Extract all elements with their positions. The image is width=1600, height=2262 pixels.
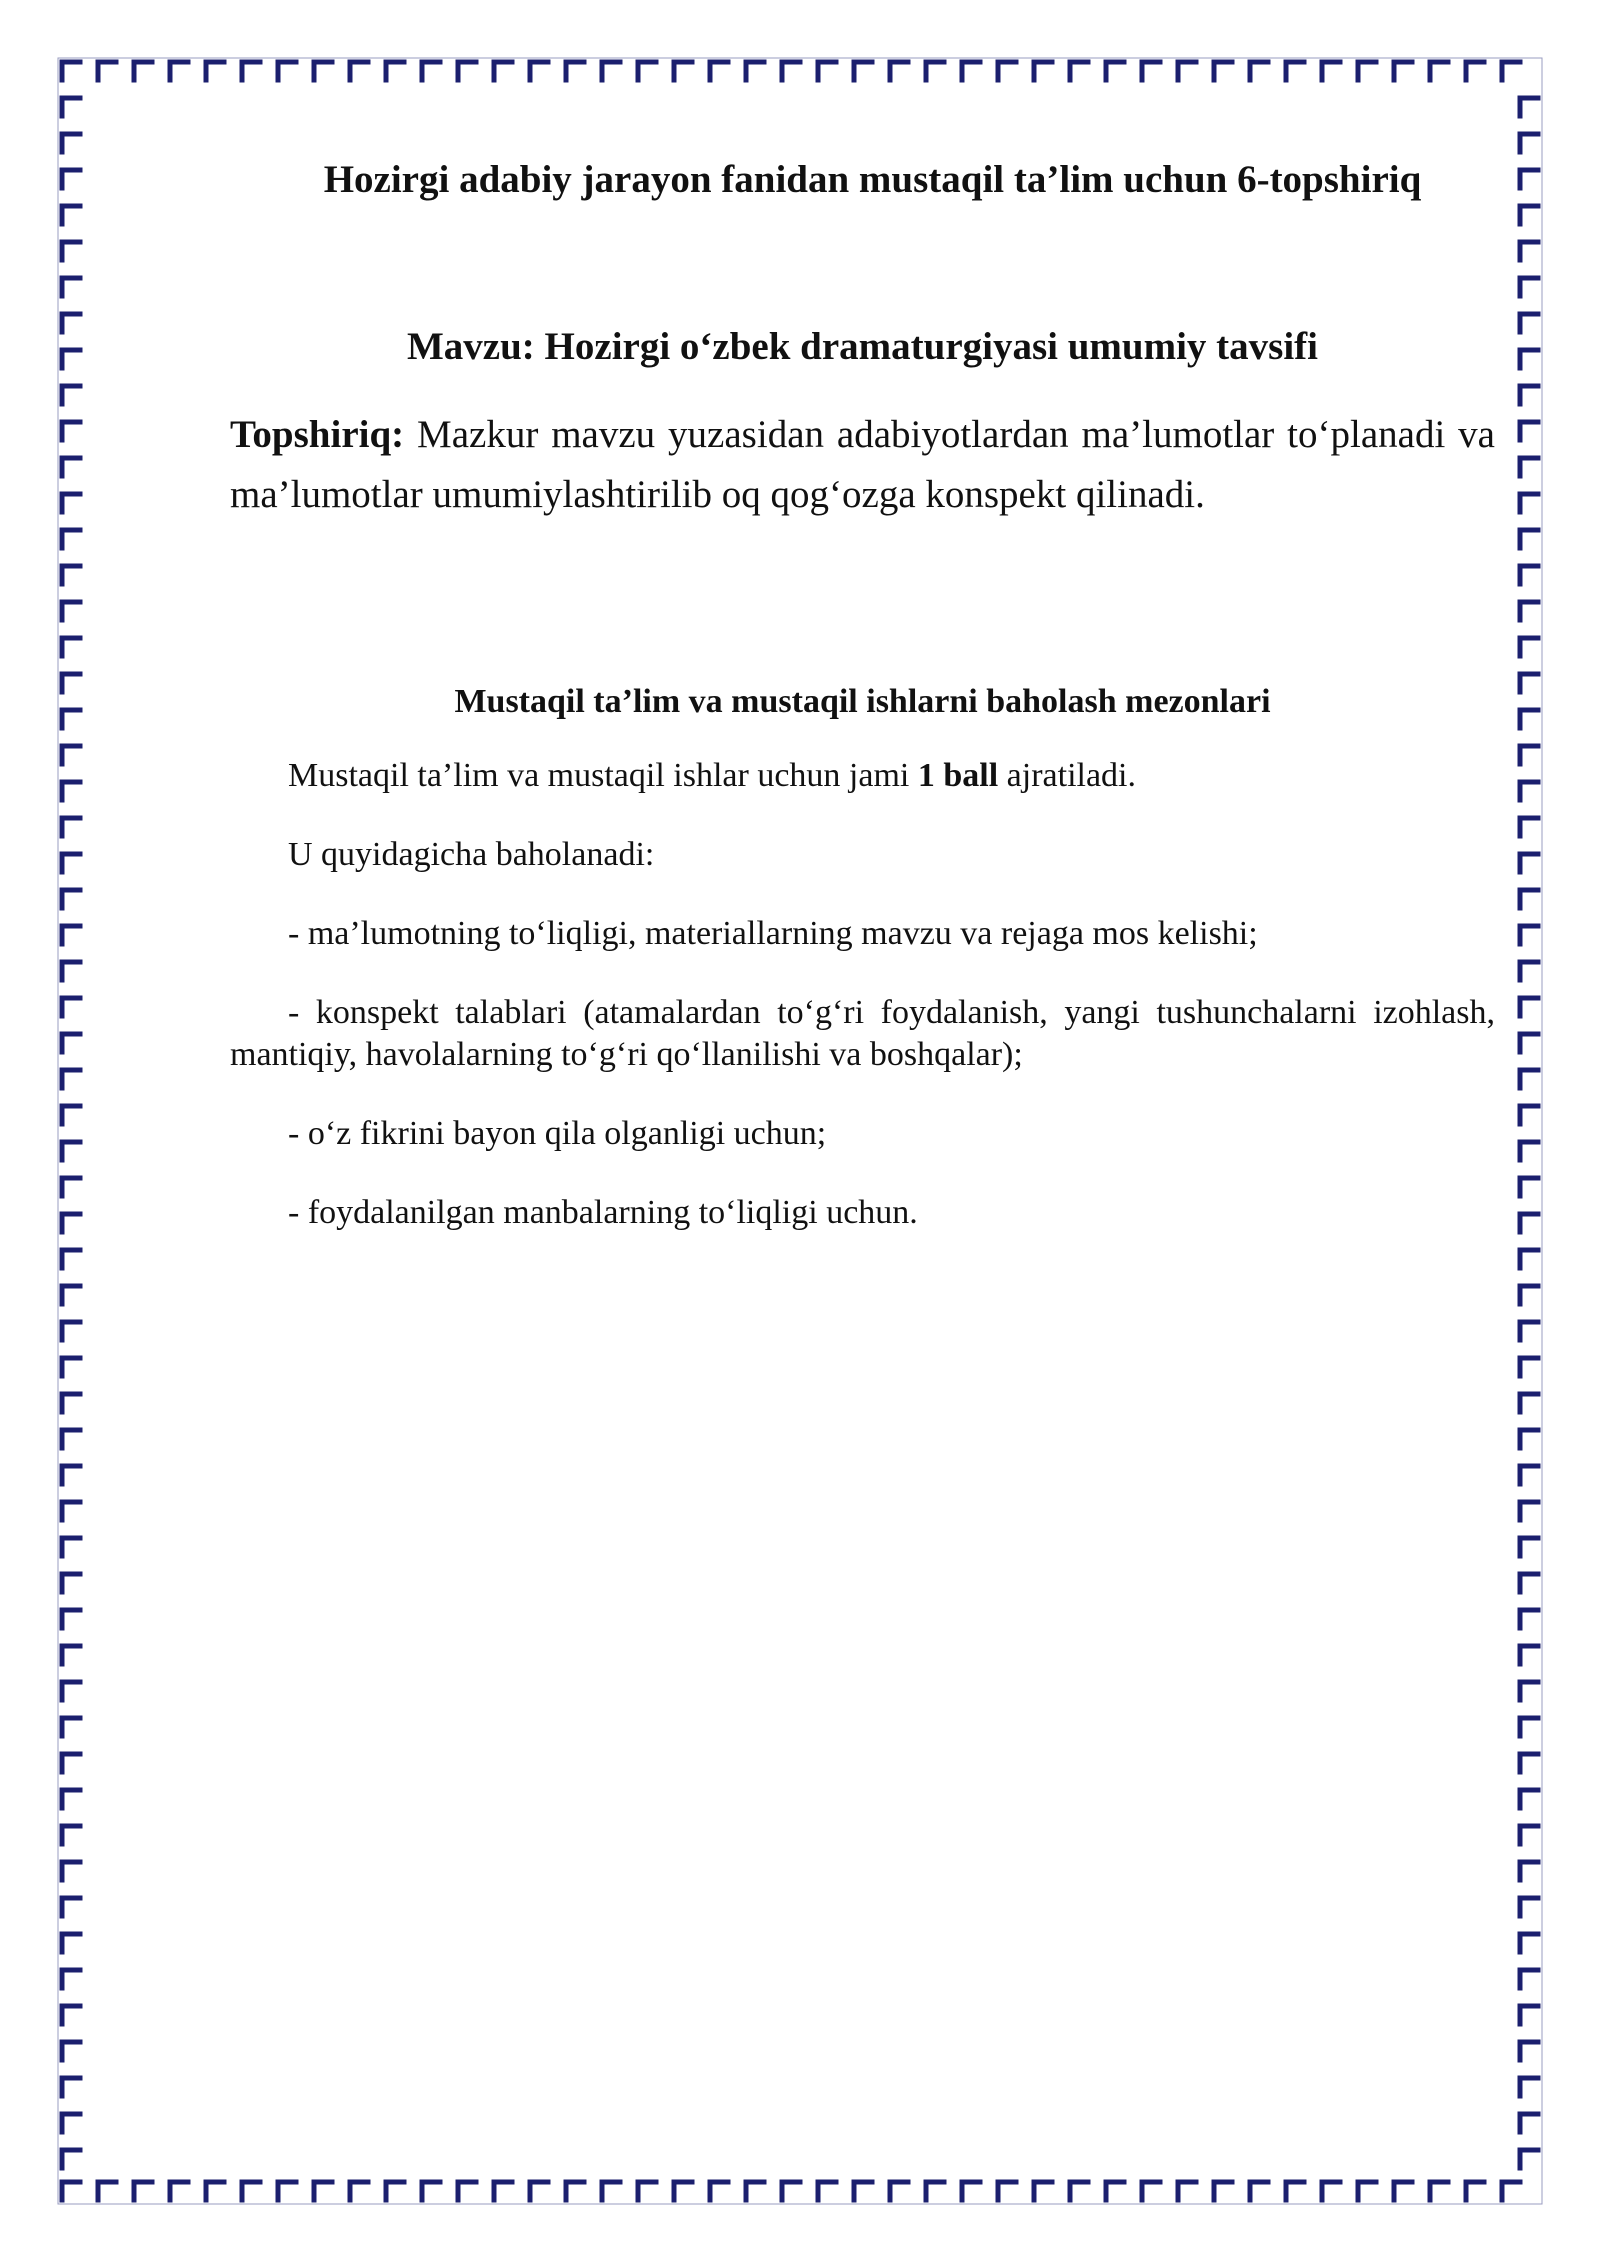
border-ornament <box>1520 386 1538 404</box>
border-ornament <box>1520 2006 1538 2024</box>
border-ornament <box>62 1934 80 1952</box>
border-ornament <box>1520 1070 1538 1088</box>
border-ornament <box>1520 566 1538 584</box>
border-ornament <box>1520 314 1538 332</box>
border-ornament <box>1520 1466 1538 1484</box>
criteria-item: - konspekt talablari (atamalardan to‘g‘ri foydalanish, yangi tushunchalarni izohlash, mantiqiy, havolalarning to‘g‘ri qo‘llanilishi va boshqalar); <box>230 994 1495 1073</box>
border-ornament <box>1520 422 1538 440</box>
border-ornament <box>1520 710 1538 728</box>
border-ornament <box>1520 1286 1538 1304</box>
border-ornament <box>1520 1718 1538 1736</box>
border-ornament <box>1520 674 1538 692</box>
border-ornament <box>1520 458 1538 476</box>
border-ornament <box>1520 638 1538 656</box>
border-ornament <box>98 62 116 80</box>
border-ornament <box>1520 1610 1538 1628</box>
border-ornament <box>242 62 260 80</box>
border-ornament <box>1466 2182 1484 2200</box>
border-ornament <box>1520 242 1538 260</box>
border-ornament <box>62 1826 80 1844</box>
border-ornament <box>170 62 188 80</box>
border-ornament <box>62 170 80 188</box>
border-ornament <box>62 314 80 332</box>
border-ornament <box>602 62 620 80</box>
border-ornament <box>674 2182 692 2200</box>
border-ornament <box>170 2182 188 2200</box>
border-ornament <box>62 98 80 116</box>
border-ornament <box>710 62 728 80</box>
border-ornament <box>602 2182 620 2200</box>
border-ornament <box>62 1718 80 1736</box>
border-ornament <box>206 62 224 80</box>
border-ornament <box>62 1898 80 1916</box>
border-ornament <box>242 2182 260 2200</box>
border-ornament <box>422 62 440 80</box>
border-ornament <box>1070 62 1088 80</box>
border-ornament <box>62 1754 80 1772</box>
border-ornament <box>458 2182 476 2200</box>
border-ornament <box>62 926 80 944</box>
border-ornament <box>1070 2182 1088 2200</box>
border-ornament <box>350 62 368 80</box>
border-ornament <box>962 2182 980 2200</box>
task-label: Topshiriq: <box>230 413 405 456</box>
border-ornament <box>1520 1538 1538 1556</box>
border-ornament <box>62 1538 80 1556</box>
border-ornament <box>566 62 584 80</box>
border-ornament <box>1430 2182 1448 2200</box>
border-ornament <box>998 62 1016 80</box>
border-ornament <box>62 530 80 548</box>
border-ornament <box>1520 206 1538 224</box>
border-ornament <box>134 2182 152 2200</box>
border-ornament <box>1394 62 1412 80</box>
border-ornament <box>386 62 404 80</box>
border-ornament <box>350 2182 368 2200</box>
border-ornament <box>674 62 692 80</box>
border-ornament <box>62 1250 80 1268</box>
border-ornament <box>1286 2182 1304 2200</box>
topic-heading: Mavzu: Hozirgi o‘zbek dramaturgiyasi umumiy tavsifi <box>407 325 1318 368</box>
border-ornament <box>62 458 80 476</box>
border-ornament <box>1358 2182 1376 2200</box>
border-ornament <box>1520 1826 1538 1844</box>
border-ornament <box>62 746 80 764</box>
border-ornament <box>1520 998 1538 1016</box>
border-ornament <box>1520 782 1538 800</box>
border-ornament <box>1520 1790 1538 1808</box>
border-ornament <box>1520 602 1538 620</box>
border-ornament <box>782 2182 800 2200</box>
border-ornament <box>62 1070 80 1088</box>
border-ornament <box>1520 890 1538 908</box>
border-ornament <box>62 818 80 836</box>
border-ornament <box>1520 1178 1538 1196</box>
border-ornament <box>1358 62 1376 80</box>
border-ornament <box>1520 170 1538 188</box>
border-ornament <box>62 278 80 296</box>
border-ornament <box>1520 2042 1538 2060</box>
border-ornament <box>1430 62 1448 80</box>
border-ornament <box>98 2182 116 2200</box>
border-ornament <box>62 2150 80 2168</box>
border-ornament <box>62 710 80 728</box>
border-ornament <box>710 2182 728 2200</box>
border-ornament <box>1106 62 1124 80</box>
border-ornament <box>278 2182 296 2200</box>
criteria-item: - o‘z fikrini bayon qila olganligi uchun; <box>288 1115 827 1152</box>
border-ornament <box>62 962 80 980</box>
border-ornament <box>1394 2182 1412 2200</box>
border-ornament <box>1142 2182 1160 2200</box>
border-ornament <box>62 242 80 260</box>
points-text-before: Mustaqil ta’lim va mustaqil ishlar uchun jami <box>288 757 918 794</box>
border-ornament <box>1520 1142 1538 1160</box>
border-ornament <box>1520 530 1538 548</box>
border-ornament <box>1520 1574 1538 1592</box>
border-ornament <box>62 1790 80 1808</box>
points-paragraph <box>230 755 1495 797</box>
border-ornament <box>854 2182 872 2200</box>
border-ornament <box>62 1358 80 1376</box>
border-ornament <box>530 62 548 80</box>
border-ornament <box>206 2182 224 2200</box>
border-ornament <box>62 638 80 656</box>
border-ornament <box>494 2182 512 2200</box>
border-ornament <box>62 1106 80 1124</box>
border-ornament <box>62 1970 80 1988</box>
border-ornament <box>1502 62 1520 80</box>
border-ornament <box>926 62 944 80</box>
border-ornament <box>998 2182 1016 2200</box>
border-ornament <box>1178 62 1196 80</box>
border-ornament <box>62 1178 80 1196</box>
border-ornament <box>1286 62 1304 80</box>
border-ornament <box>890 2182 908 2200</box>
border-ornament <box>1502 2182 1520 2200</box>
border-ornament <box>1520 2078 1538 2096</box>
border-ornament <box>62 782 80 800</box>
border-ornament <box>62 206 80 224</box>
border-ornament <box>62 1430 80 1448</box>
border-ornament <box>62 494 80 512</box>
border-ornament <box>386 2182 404 2200</box>
border-ornament <box>62 998 80 1016</box>
border-ornament <box>1142 62 1160 80</box>
border-ornament <box>1520 1862 1538 1880</box>
border-ornament <box>62 2006 80 2024</box>
border-ornament <box>62 1034 80 1052</box>
border-ornament <box>62 1286 80 1304</box>
task-text: Mazkur mavzu yuzasidan adabiyotlardan ma’lumotlar to‘planadi va ma’lumotlar umumiylashtirilib oq qog‘ozga konspekt qilinadi. <box>230 413 1495 516</box>
border-ornament <box>62 890 80 908</box>
border-ornament <box>1520 926 1538 944</box>
border-ornament <box>1520 1358 1538 1376</box>
border-ornament <box>890 62 908 80</box>
border-ornament <box>62 1322 80 1340</box>
border-ornament <box>62 1574 80 1592</box>
border-ornament <box>62 1142 80 1160</box>
border-ornament <box>62 602 80 620</box>
border-ornament <box>1520 278 1538 296</box>
criteria-section <box>230 755 1495 1271</box>
evaluation-intro: U quyidagicha baholanadi: <box>288 836 655 873</box>
border-ornament <box>926 2182 944 2200</box>
task-paragraph <box>230 405 1495 525</box>
border-ornament <box>62 566 80 584</box>
border-ornament <box>1178 2182 1196 2200</box>
border-ornament <box>1034 2182 1052 2200</box>
border-ornament <box>314 2182 332 2200</box>
border-ornament <box>1520 2114 1538 2132</box>
border-ornament <box>1520 1934 1538 1952</box>
border-ornament <box>62 134 80 152</box>
border-ornament <box>314 62 332 80</box>
border-ornament <box>1520 854 1538 872</box>
border-ornament <box>1034 62 1052 80</box>
border-ornament <box>1520 1106 1538 1124</box>
border-ornament <box>62 2078 80 2096</box>
border-ornament <box>1520 494 1538 512</box>
border-ornament <box>818 62 836 80</box>
border-ornament <box>638 62 656 80</box>
border-ornament <box>1520 818 1538 836</box>
border-ornament <box>62 1466 80 1484</box>
document-title: Hozirgi adabiy jarayon fanidan mustaqil ta’lim uchun 6-topshiriq <box>323 158 1422 201</box>
border-ornament <box>62 1502 80 1520</box>
criteria-item: - ma’lumotning to‘liqligi, materiallarning mavzu va rejaga mos kelishi; <box>288 915 1258 952</box>
border-ornament <box>1520 1430 1538 1448</box>
border-ornament <box>1520 350 1538 368</box>
border-ornament <box>1520 1502 1538 1520</box>
border-ornament <box>1106 2182 1124 2200</box>
border-ornament <box>1322 2182 1340 2200</box>
border-ornament <box>638 2182 656 2200</box>
border-ornament <box>1520 1322 1538 1340</box>
border-ornament <box>494 62 512 80</box>
border-ornament <box>62 386 80 404</box>
border-ornament <box>422 2182 440 2200</box>
points-text-after: ajratiladi. <box>998 757 1136 794</box>
border-ornament <box>62 1682 80 1700</box>
border-ornament <box>1520 746 1538 764</box>
border-ornament <box>1520 1898 1538 1916</box>
border-ornament <box>782 62 800 80</box>
border-ornament <box>1250 62 1268 80</box>
border-ornament <box>1520 1394 1538 1412</box>
border-ornament <box>1520 1214 1538 1232</box>
border-ornament <box>458 62 476 80</box>
border-ornament <box>62 2042 80 2060</box>
border-ornament <box>1520 1682 1538 1700</box>
border-ornament <box>1520 2150 1538 2168</box>
border-ornament <box>1466 62 1484 80</box>
border-ornament <box>566 2182 584 2200</box>
border-ornament <box>1322 62 1340 80</box>
criteria-item: - foydalanilgan manbalarning to‘liqligi uchun. <box>288 1194 918 1231</box>
border-ornament <box>818 2182 836 2200</box>
border-ornament <box>62 674 80 692</box>
border-ornament <box>278 62 296 80</box>
border-ornament <box>62 2114 80 2132</box>
border-ornament <box>1520 962 1538 980</box>
border-ornament <box>1520 1250 1538 1268</box>
border-ornament <box>854 62 872 80</box>
border-ornament <box>1520 1646 1538 1664</box>
border-ornament <box>62 1646 80 1664</box>
border-ornament <box>1520 1970 1538 1988</box>
criteria-heading: Mustaqil ta’lim va mustaqil ishlarni baholash mezonlari <box>454 683 1271 720</box>
border-ornament <box>1520 98 1538 116</box>
border-ornament <box>62 854 80 872</box>
border-ornament <box>1214 2182 1232 2200</box>
border-ornament <box>746 2182 764 2200</box>
border-ornament <box>134 62 152 80</box>
border-ornament <box>1520 1034 1538 1052</box>
border-ornament <box>1250 2182 1268 2200</box>
border-ornament <box>62 350 80 368</box>
border-ornament <box>746 62 764 80</box>
border-ornament <box>62 1610 80 1628</box>
points-value: 1 ball <box>917 757 999 794</box>
border-ornament <box>62 2182 80 2200</box>
border-ornament <box>1520 134 1538 152</box>
border-ornament <box>62 62 80 80</box>
border-ornament <box>530 2182 548 2200</box>
border-ornament <box>62 1394 80 1412</box>
border-ornament <box>1214 62 1232 80</box>
border-ornament <box>962 62 980 80</box>
border-ornament <box>62 422 80 440</box>
border-ornament <box>62 1862 80 1880</box>
border-ornament <box>62 1214 80 1232</box>
border-ornament <box>1520 1754 1538 1772</box>
